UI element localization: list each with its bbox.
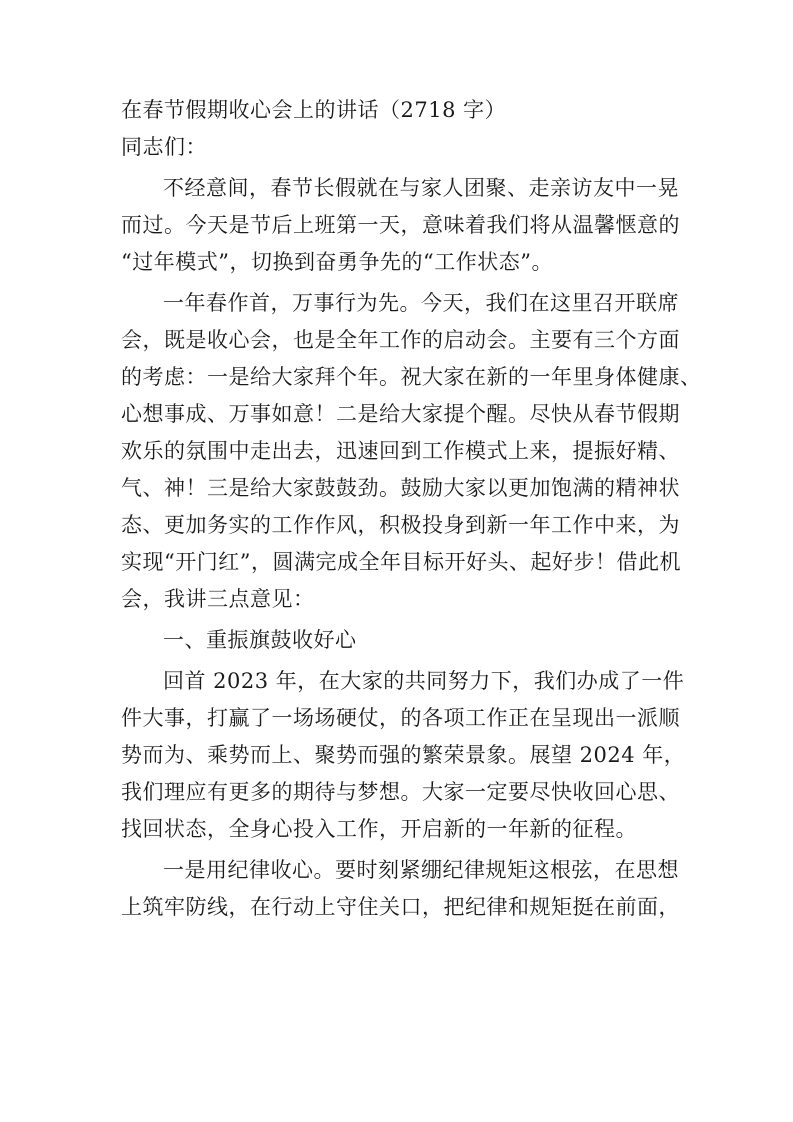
paragraph-line: 实现“开门红”，圆满完成全年目标开好头、起好步！借此机 (121, 550, 681, 574)
paragraph-line: “过年模式”，切换到奋勇争先的“工作状态”。 (121, 250, 553, 274)
paragraph-line: 的考虑：一是给大家拜个年。祝大家在新的一年里身体健康、 (121, 365, 702, 389)
paragraph-line: 上筑牢防线，在行动上守住关口，把纪律和规矩挺在前面， (121, 895, 680, 919)
paragraph-line: 一年春作首，万事行为先。今天，我们在这里召开联席 (163, 291, 679, 315)
paragraph-purpose (121, 285, 702, 618)
document-body (121, 92, 702, 926)
paragraph-opening (121, 170, 681, 281)
paragraph-line: 找回状态，全身心投入工作，开启新的一年新的征程。 (121, 817, 637, 841)
document-title: 在春节假期收心会上的讲话（2718 字） (121, 98, 507, 122)
paragraph-line: 势而为、乘势而上、聚势而强的繁荣景象。展望 2024 年， (121, 743, 686, 767)
paragraph-line: 而过。今天是节后上班第一天，意味着我们将从温馨惬意的 (121, 213, 680, 237)
paragraph-line: 会，既是收心会，也是全年工作的启动会。主要有三个方面 (121, 328, 680, 352)
paragraph-line: 一是用纪律收心。要时刻紧绷纪律规矩这根弦，在思想 (163, 858, 679, 882)
paragraph-line: 欢乐的氛围中走出去，迅速回到工作模式上来，提振好精、 (121, 439, 680, 463)
paragraph-line: 我们理应有更多的期待与梦想。大家一定要尽快收回心思、 (121, 780, 680, 804)
paragraph-line: 心想事成、万事如意！二是给大家提个醒。尽快从春节假期 (121, 402, 680, 426)
section-heading-text: 一、重振旗鼓收好心 (163, 628, 357, 652)
section-heading (121, 622, 681, 659)
paragraph-review (121, 663, 686, 848)
paragraph-line: 会，我讲三点意见： (121, 587, 315, 611)
paragraph-discipline (121, 852, 681, 926)
paragraph-line: 气、神！三是给大家鼓鼓劲。鼓励大家以更加饱满的精神状 (121, 476, 680, 500)
paragraph-line: 不经意间，春节长假就在与家人团聚、走亲访友中一晃 (163, 176, 679, 200)
paragraph-line: 件大事，打赢了一场场硬仗，的各项工作正在呈现出一派顺 (121, 706, 680, 730)
paragraph-line: 回首 2023 年，在大家的共同努力下，我们办成了一件 (163, 669, 685, 693)
paragraph-line: 态、更加务实的工作作风，积极投身到新一年工作中来，为 (121, 513, 680, 537)
salutation: 同志们： (121, 135, 207, 159)
